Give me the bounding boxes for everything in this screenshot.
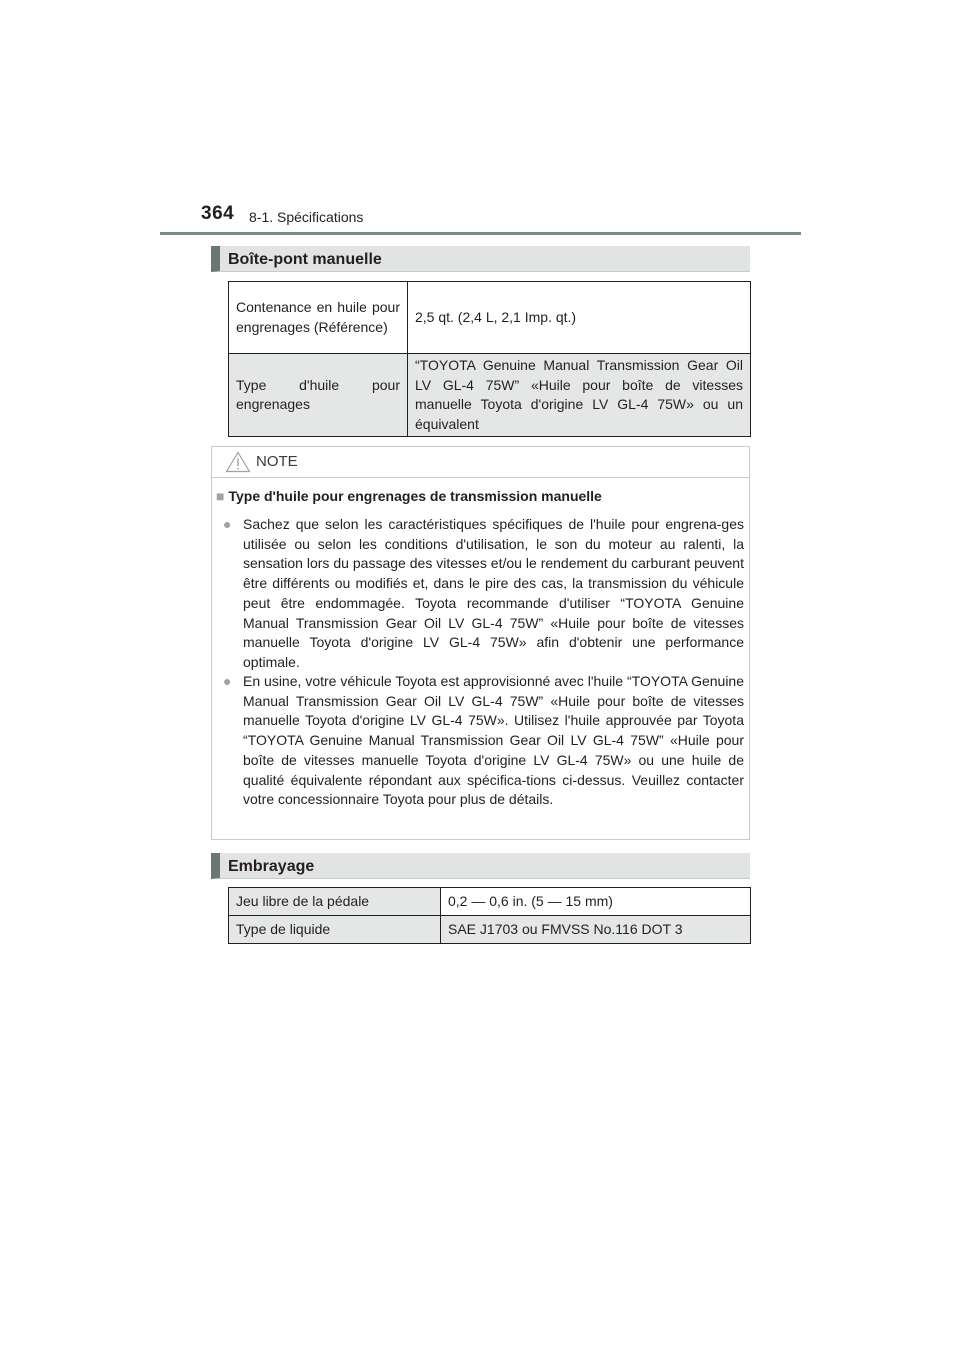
circle-bullet-icon: ●: [223, 516, 232, 532]
note-subtitle: ■ Type d'huile pour engrenages de transmission manuelle: [216, 488, 602, 504]
header-divider: [160, 232, 801, 235]
table-cell-label: Type de liquide: [229, 916, 441, 944]
table-cell-label: Type d'huile pour engrenages: [229, 354, 408, 437]
clutch-heading: Embrayage: [211, 853, 750, 879]
warning-icon: [225, 451, 251, 473]
table-row: [229, 916, 751, 944]
table-row: [229, 282, 751, 354]
table-cell-value: 0,2 — 0,6 in. (5 — 15 mm): [441, 888, 751, 916]
note-bullet: ● Sachez que selon les caractéristiques spécifiques de l'huile pour engrena-ges utilisée ou selon les conditions d'utilisation, le son du moteur au ralenti, la sensation lors du passage des vitesses et/ou le rendement du carburant peuvent être différents ou modifiés et, dans le pire des cas, la transmission du véhicule peut être endommagée. Toyota recommande d'utiliser “TOYOTA Genuine Manual Transmission Gear Oil LV GL-4 75W” «Huile pour boîte de vitesses manuelle Toyota d'origine LV GL-4 75W» afin d'obtenir une performance optimale.: [223, 516, 744, 670]
note-box: [211, 446, 750, 840]
note-header: [212, 447, 749, 478]
table-cell-label: Contenance en huile pour engrenages (Référence): [229, 282, 408, 354]
table-cell-value: 2,5 qt. (2,4 L, 2,1 Imp. qt.): [408, 282, 751, 354]
table-row: [229, 888, 751, 916]
circle-bullet-icon: ●: [223, 673, 232, 689]
manual-transaxle-table: [228, 281, 751, 437]
table-row: [229, 354, 751, 437]
manual-transaxle-heading: Boîte-pont manuelle: [211, 246, 750, 272]
note-label: NOTE: [256, 453, 298, 470]
section-title: 8-1. Spécifications: [249, 209, 364, 225]
clutch-table: [228, 887, 751, 944]
table-cell-label: Jeu libre de la pédale: [229, 888, 441, 916]
page-number: 364: [201, 203, 235, 224]
table-cell-value: “TOYOTA Genuine Manual Transmission Gear Oil LV GL-4 75W” «Huile pour boîte de vitesses manuelle Toyota d'origine LV GL-4 75W» ou un équivalent: [408, 354, 751, 437]
table-cell-value: SAE J1703 ou FMVSS No.116 DOT 3: [441, 916, 751, 944]
square-bullet-icon: ■: [216, 488, 225, 504]
note-bullet: ● En usine, votre véhicule Toyota est approvisionné avec l'huile “TOYOTA Genuine Manual Transmission Gear Oil LV GL-4 75W” «Huile pour boîte de vitesses manuelle Toyota d'origine LV GL-4 75W». Utilisez l'huile approuvée par Toyota “TOYOTA Genuine Manual Transmission Gear Oil LV GL-4 75W” «Huile pour boîte de vitesses manuelle Toyota d'origine LV GL-4 75W» ou une huile de qualité équivalente répondant aux spécifica-tions ci-dessus. Veuillez contacter votre concessionnaire Toyota pour plus de détails.: [223, 673, 744, 808]
